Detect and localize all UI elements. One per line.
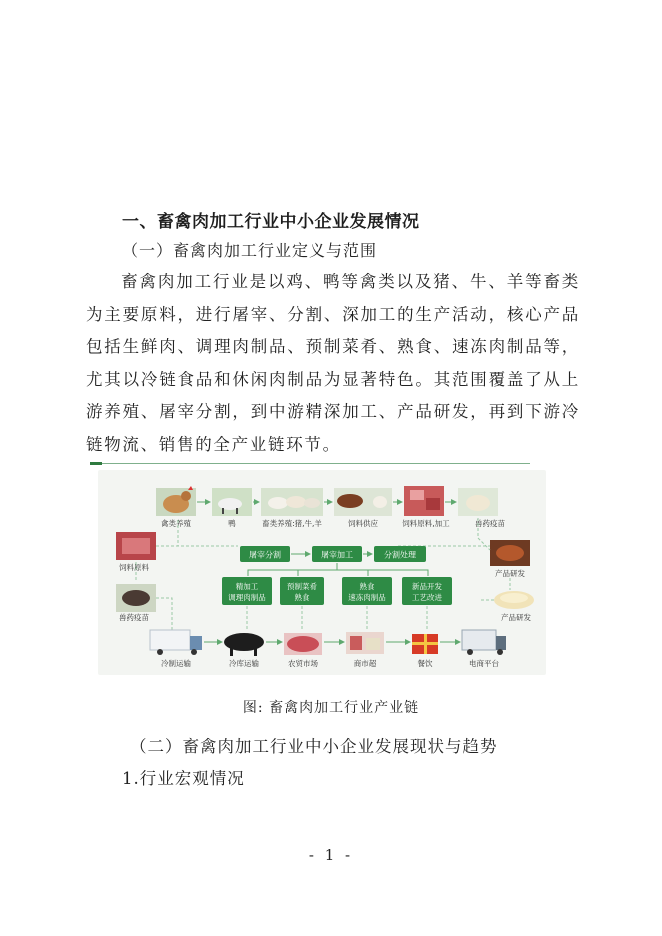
process-row-2 — [222, 577, 452, 605]
feed-processing-picture — [404, 486, 444, 516]
row-connector — [248, 563, 428, 576]
delivery-truck-picture — [462, 630, 506, 655]
box-fine-processing-l2: 调理肉制品 — [228, 593, 266, 602]
livestock-picture — [261, 488, 323, 516]
box-cutting-processing: 分割处理 — [384, 550, 416, 560]
subsection-heading: （一）畜禽肉加工行业定义与范围 — [122, 241, 378, 260]
top-label-feed: 饲料供应 — [348, 519, 378, 528]
divider-accent — [90, 462, 102, 465]
box-prepared-dishes-l2: 熟食 — [294, 593, 310, 602]
cattle-picture — [224, 633, 264, 656]
bottom-label-catering: 餐饮 — [417, 659, 433, 668]
top-label-feed-processing: 饲料原料,加工 — [402, 519, 450, 528]
subsubsection-heading: 1.行业宏观情况 — [122, 769, 245, 788]
process-row-1 — [240, 546, 426, 562]
bottom-label-cold-transport: 冷制运输 — [161, 659, 191, 668]
supermarket-picture — [346, 632, 384, 654]
industry-chain-diagram — [98, 470, 546, 675]
feed-supply-picture — [334, 488, 392, 516]
body-paragraph — [86, 266, 580, 461]
gift-box-picture — [412, 634, 438, 654]
dumpling-picture — [494, 591, 534, 609]
poultry-farming-picture — [156, 486, 196, 516]
paragraph-text: 畜禽肉加工行业是以鸡、鸭等禽类以及猪、牛、羊等畜类为主要原料，进行屠宰、分割、深加工的生产活动，核心产品包括生鲜肉、调理肉制品、预制菜肴、熟食、速冻肉制品等，尤其以冷链食品和休闲肉制品为显著特色。其范围覆盖了从上游养殖、屠宰分割，到中游精深加工、产品研发，再到下游冷链物流、销售的全产业链环节。 — [86, 272, 580, 454]
section-heading: 一、畜禽肉加工行业中小企业发展情况 — [122, 212, 420, 232]
box-new-product-l2: 工艺改进 — [412, 593, 442, 602]
cold-truck-picture — [150, 630, 202, 655]
divider-line — [90, 463, 530, 464]
fresh-meat-picture — [284, 633, 322, 655]
box-cooked-food-l2: 速冻肉制品 — [348, 593, 386, 602]
box-fine-processing-l1: 精加工 — [235, 582, 259, 591]
right-label-rd-1: 产品研发 — [495, 569, 525, 578]
feed-material-picture — [116, 532, 156, 560]
bottom-connector — [247, 606, 427, 630]
cooked-meat-picture — [490, 540, 530, 566]
box-slaughter-processing: 屠宰加工 — [321, 550, 353, 560]
left-label-vaccine: 兽药疫苗 — [119, 613, 149, 622]
box-slaughter-cutting: 屠宰分割 — [249, 550, 281, 560]
bottom-label-ecommerce: 电商平台 — [469, 659, 499, 668]
pig-picture — [116, 584, 156, 612]
box-cooked-food-l1: 熟食 — [359, 582, 375, 591]
figure-caption: 图: 畜禽肉加工行业产业链 — [242, 700, 420, 716]
box-prepared-dishes-l1: 预制菜肴 — [287, 582, 317, 591]
top-label-duck: 鸭 — [228, 519, 236, 528]
left-label-feed-material: 饲料原料 — [119, 563, 149, 572]
bottom-label-supermarket: 商市超 — [353, 659, 377, 668]
bottom-label-farmers-market: 农贸市场 — [288, 659, 318, 668]
box-new-product-l1: 新品开发 — [412, 582, 442, 591]
top-label-poultry: 禽类养殖 — [161, 519, 191, 528]
bottom-label-cold-storage: 冷库运输 — [229, 659, 259, 668]
right-label-rd-2: 产品研发 — [501, 613, 531, 622]
subsection-heading-2: （二）畜禽肉加工行业中小企业发展现状与趋势 — [130, 737, 498, 756]
top-label-livestock: 畜类养殖:猪,牛,羊 — [262, 519, 322, 528]
vaccine-picture — [458, 488, 498, 516]
top-label-vaccine: 兽药疫苗 — [475, 519, 505, 528]
diagram-canvas — [98, 470, 546, 675]
page-number: - 1 - — [308, 846, 354, 864]
duck-picture — [212, 488, 252, 516]
